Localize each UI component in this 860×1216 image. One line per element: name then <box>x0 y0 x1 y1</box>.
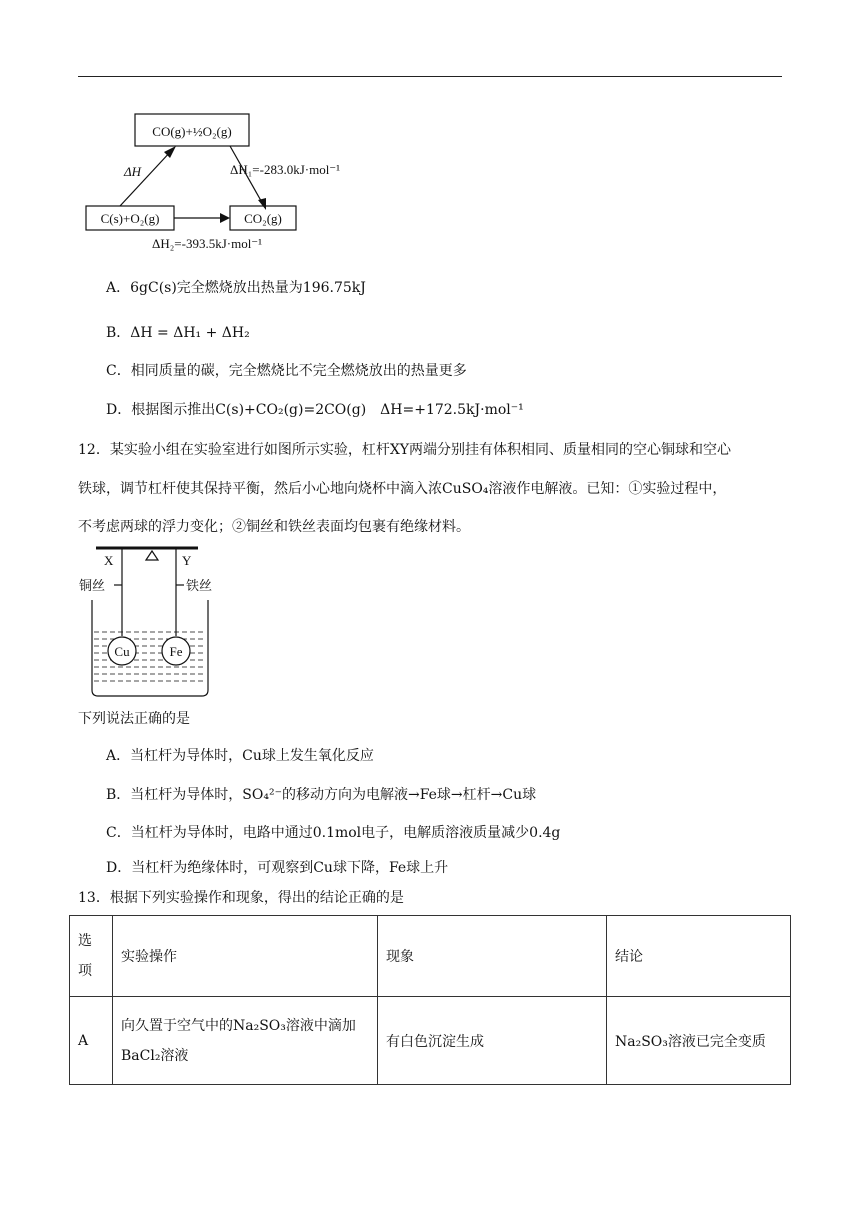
row-a-conclusion: Na₂SO₃溶液已完全变质 <box>607 997 791 1085</box>
energy-cycle-diagram <box>80 108 380 258</box>
row-a-option: A <box>70 997 113 1085</box>
header-phenomenon: 现象 <box>378 916 607 997</box>
q11-option-b: B．ΔH = ΔH₁ + ΔH₂ <box>106 325 250 341</box>
q12-prompt: 下列说法正确的是 <box>78 711 190 727</box>
label-fe-ball: Fe <box>169 644 183 659</box>
label-cu-ball: Cu <box>114 644 130 659</box>
lever-apparatus-figure <box>78 540 228 700</box>
dh-label: ΔH <box>124 164 142 179</box>
label-y: Y <box>182 553 192 568</box>
header-operation: 实验操作 <box>113 916 378 997</box>
q12-stem-line-1: 12．某实验小组在实验室进行如图所示实验，杠杆XY两端分别挂有体积相同、质量相同的空心铜球和空心 <box>78 442 732 458</box>
q12-option-c: C．当杠杆为导体时，电路中通过0.1mol电子，电解质溶液质量减少0.4g <box>106 825 561 841</box>
header-rule <box>78 76 782 77</box>
q12-option-a: A．当杠杆为导体时，Cu球上发生氧化反应 <box>106 748 374 764</box>
q12-option-b: B．当杠杆为导体时，SO₄²⁻的移动方向为电解液→Fe球→杠杆→Cu球 <box>106 787 537 803</box>
q11-option-d: D．根据图示推出C(s)+CO₂(g)=2CO(g) ΔH=+172.5kJ·mol⁻¹ <box>106 402 524 418</box>
box-left-text: C(s)+O₂(g) <box>100 211 160 226</box>
table-header-row <box>70 916 791 997</box>
row-a-phenomenon: 有白色沉淀生成 <box>378 997 607 1085</box>
q11-option-c: C．相同质量的碳，完全燃烧比不完全燃烧放出的热量更多 <box>106 363 467 379</box>
dh1-label: ΔH₁=-283.0kJ·mol⁻¹ <box>230 162 341 177</box>
row-a-operation-line-2: BaCl₂溶液 <box>121 1047 189 1064</box>
q12-stem-line-2: 铁球，调节杠杆使其保持平衡，然后小心地向烧杯中滴入浓CuSO₄溶液作电解液。已知：①实验过程中， <box>78 481 727 497</box>
label-x: X <box>104 553 114 568</box>
header-option: 选项 <box>70 916 113 997</box>
label-copper-wire: 铜丝 <box>79 578 106 593</box>
q13-stem: 13．根据下列实验操作和现象，得出的结论正确的是 <box>78 890 404 906</box>
row-a-operation <box>113 997 378 1085</box>
q11-option-a: A．6gC(s)完全燃烧放出热量为196.75kJ <box>106 280 366 296</box>
table-row <box>70 997 791 1085</box>
box-right-text: CO₂(g) <box>244 211 282 226</box>
q12-stem-line-3: 不考虑两球的浮力变化；②铜丝和铁丝表面均包裹有绝缘材料。 <box>78 519 470 535</box>
q12-option-d: D．当杠杆为绝缘体时，可观察到Cu球下降，Fe球上升 <box>106 860 449 876</box>
box-top-text: CO(g)+½O₂(g) <box>152 124 232 139</box>
header-conclusion: 结论 <box>607 916 791 997</box>
label-iron-wire: 铁丝 <box>186 578 213 593</box>
row-a-operation-line-1: 向久置于空气中的Na₂SO₃溶液中滴加 <box>121 1017 356 1034</box>
q13-table <box>69 915 791 1085</box>
dh2-label: ΔH₂=-393.5kJ·mol⁻¹ <box>152 236 263 251</box>
